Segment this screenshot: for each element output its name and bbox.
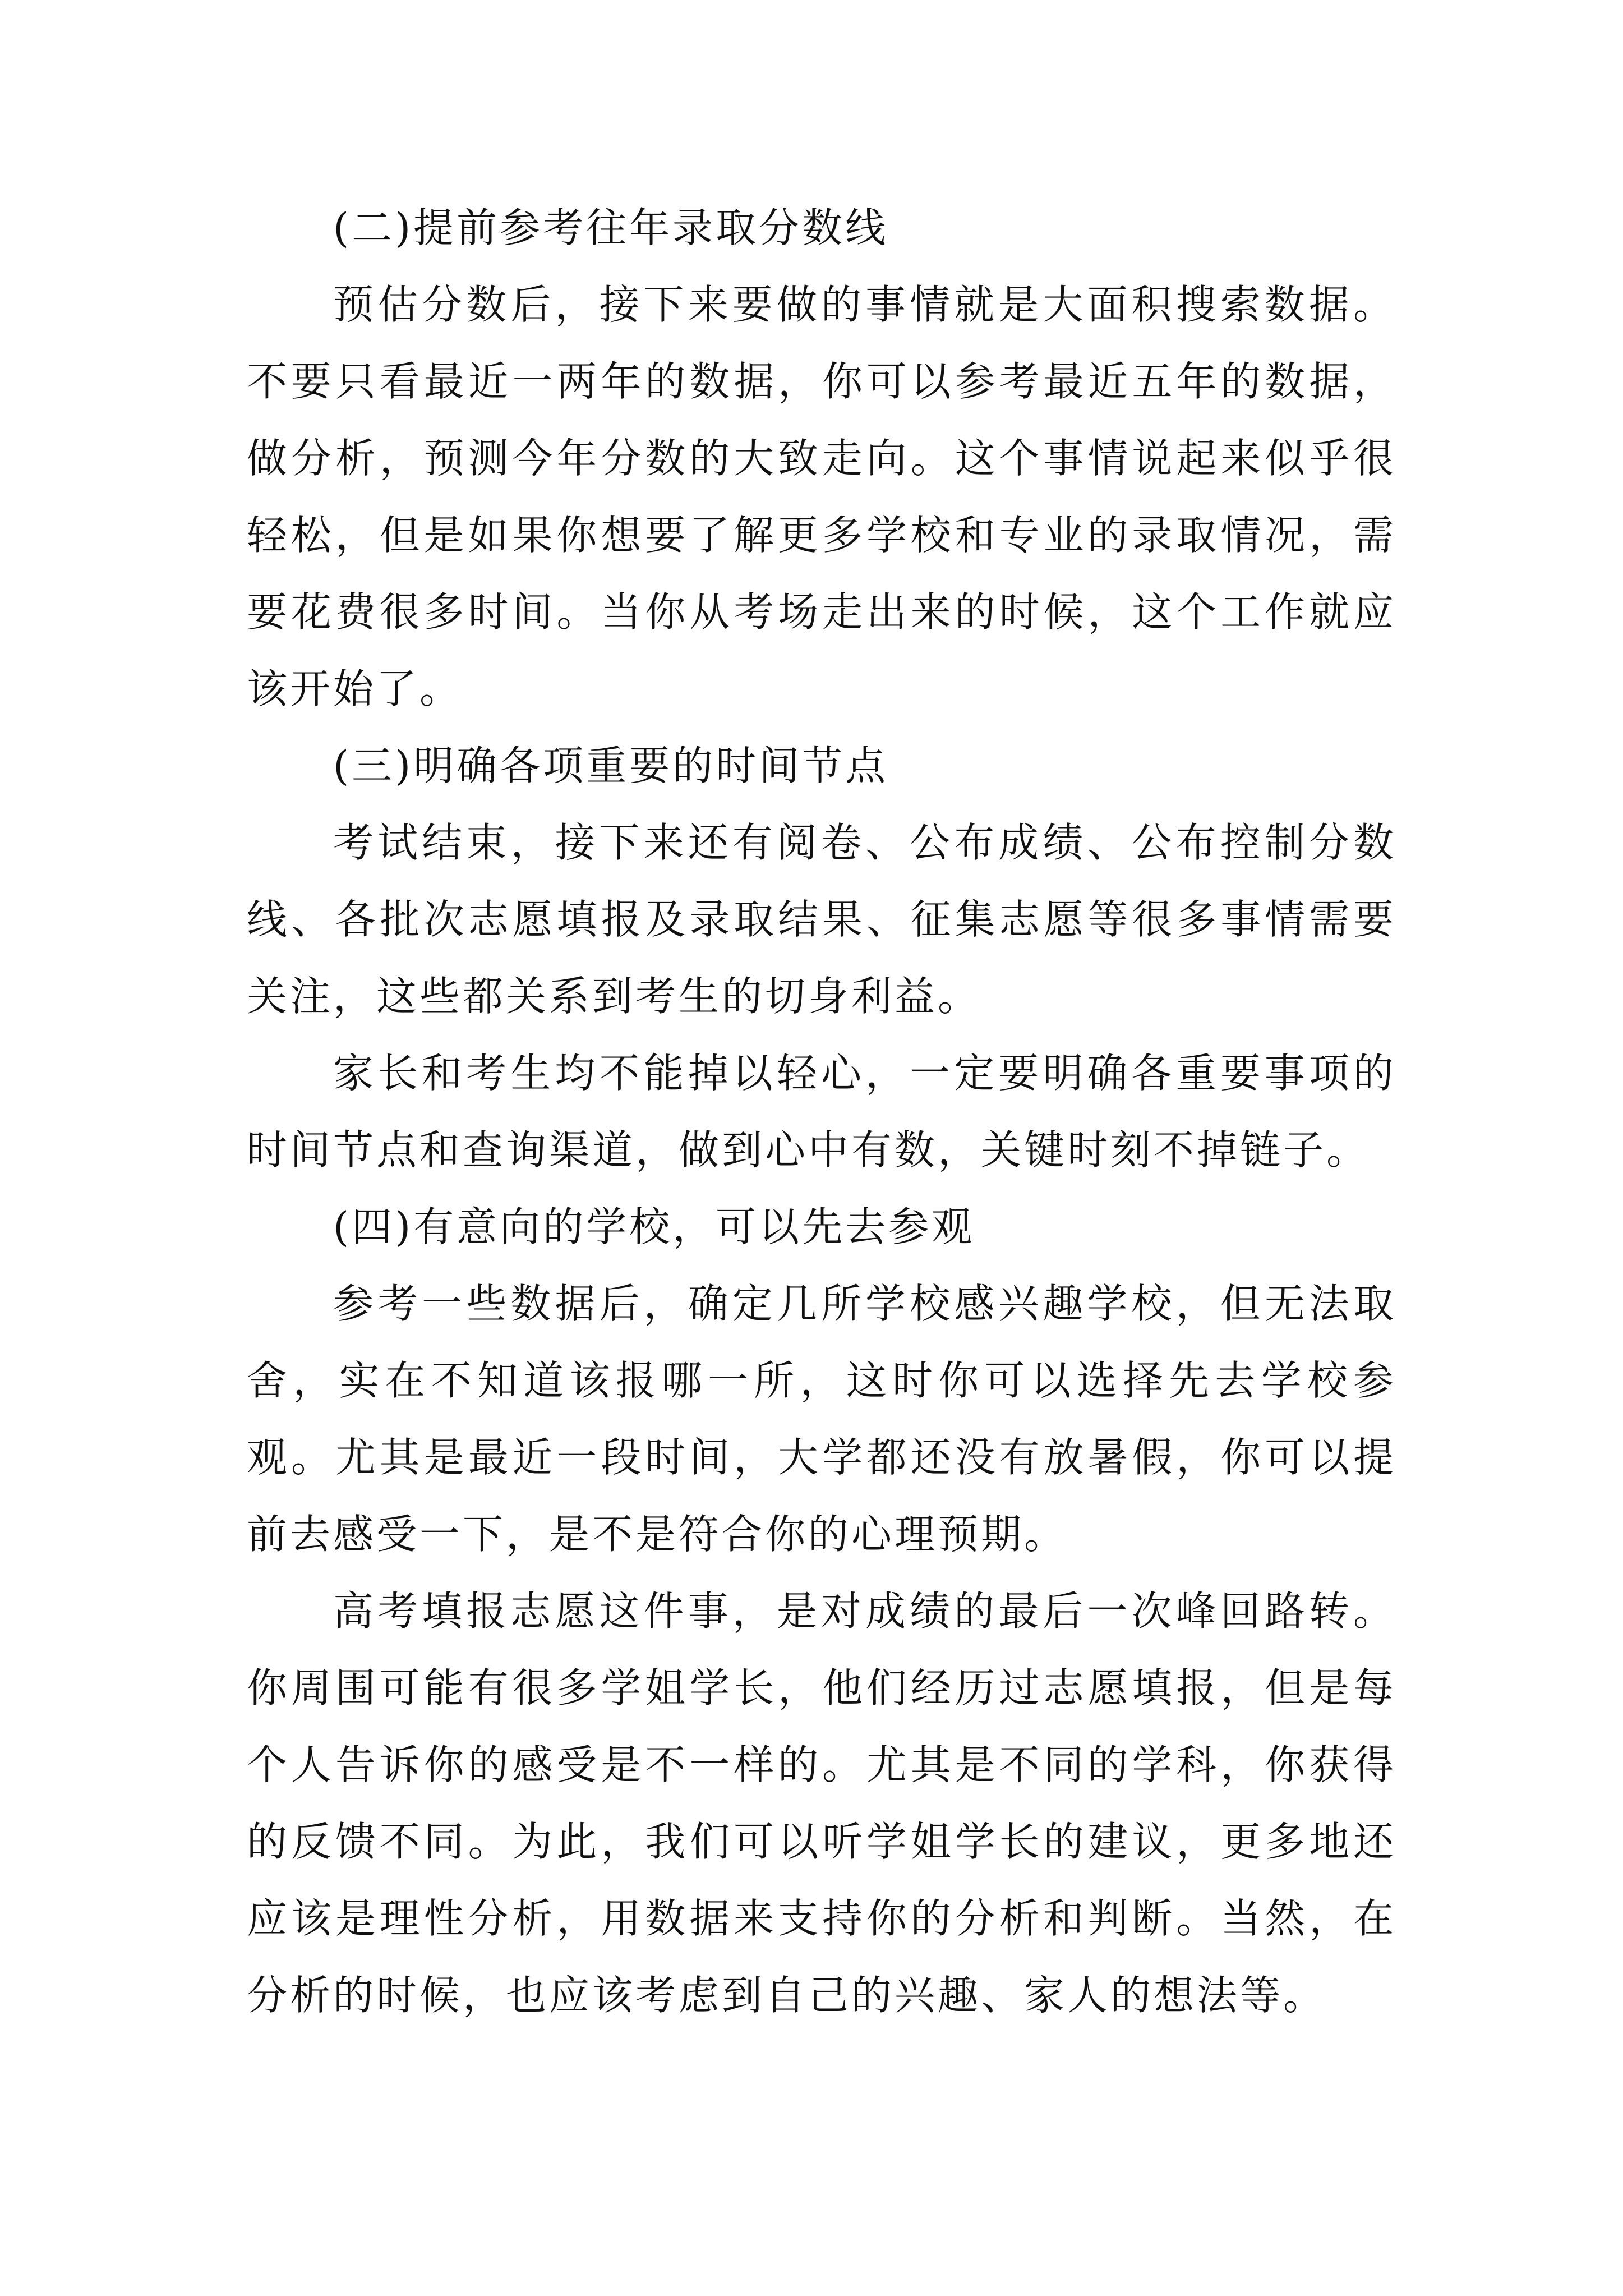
section-heading-3: (三)明确各项重要的时间节点 <box>333 742 889 789</box>
paragraph-parents-students: 家长和考生均不能掉以轻心，一定要明确各重要事项的时间节点和查询渠道，做到心中有数，关键时刻不掉链子。 <box>247 1050 1396 1174</box>
paragraph-campus-visit: 参考一些数据后，确定几所学校感兴趣学校，但无法取舍，实在不知道该报哪一所，这时你可以选择先去学校参观。尤其是最近一段时间，大学都还没有放暑假，你可以提前去感受一下，是不是符合你的心理预期。 <box>247 1280 1396 1558</box>
paragraph-conclusion: 高考填报志愿这件事，是对成绩的最后一次峰回路转。你周围可能有很多学姐学长，他们经历过志愿填报，但是每个人告诉你的感受是不一样的。尤其是不同的学科，你获得的反馈不同。为此，我们可以听学姐学长的建议，更多地还应该是理性分析，用数据来支持你的分析和判断。当然，在分析的时候，也应该考虑到自己的兴趣、家人的想法等。 <box>247 1588 1396 2019</box>
section-heading-4: (四)有意向的学校，可以先去参观 <box>333 1203 975 1250</box>
section-heading-2: (二)提前参考往年录取分数线 <box>333 204 889 251</box>
paragraph-score-lines: 预估分数后，接下来要做的事情就是大面积搜索数据。不要只看最近一两年的数据，你可以参考最近五年的数据，做分析，预测今年分数的大致走向。这个事情说起来似乎很轻松，但是如果你想要了解更多学校和专业的录取情况，需要花费很多时间。当你从考场走出来的时候，这个工作就应该开始了。 <box>247 281 1396 712</box>
paragraph-timeline: 考试结束，接下来还有阅卷、公布成绩、公布控制分数线、各批次志愿填报及录取结果、征集志愿等很多事情需要关注，这些都关系到考生的切身利益。 <box>247 819 1396 1020</box>
document-body <box>247 190 1396 2034</box>
